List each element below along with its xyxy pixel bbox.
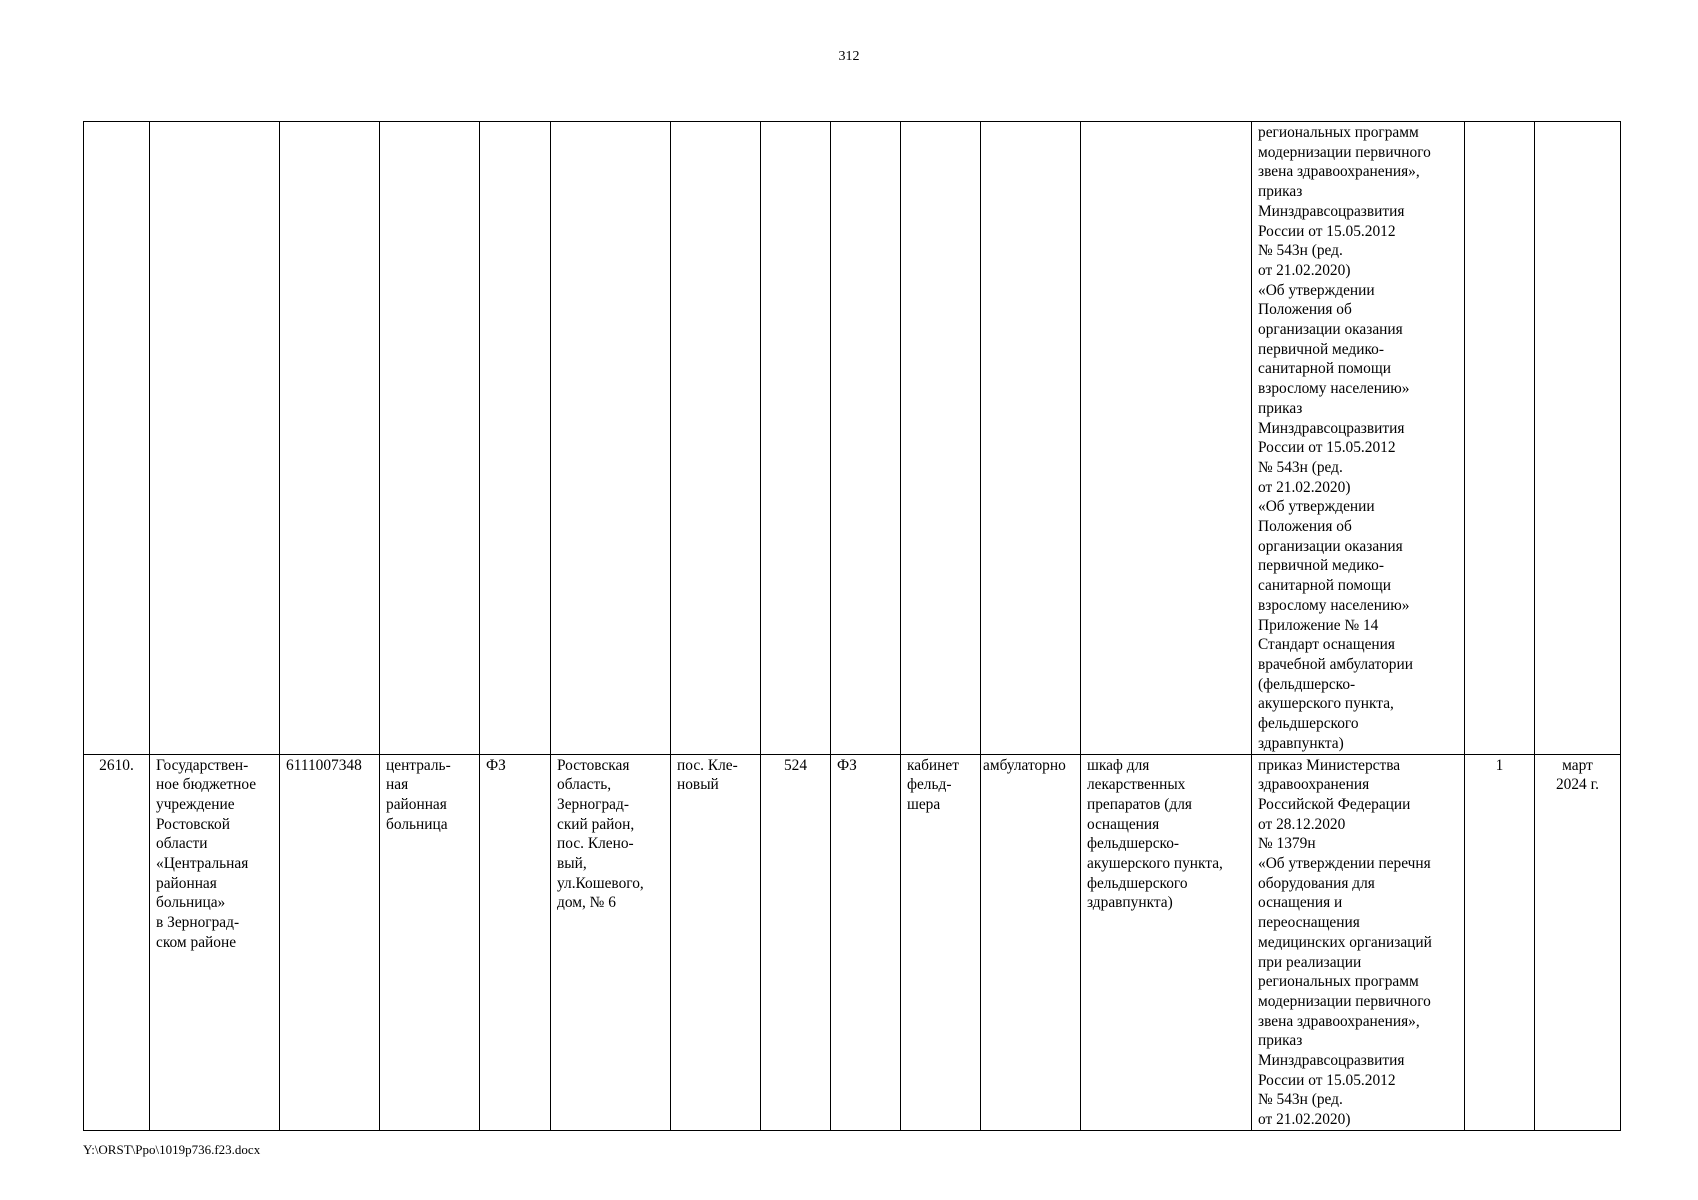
cell-address: Ростовская область, Зерноград- ский район, пос. Клено- вый, ул.Кошевого, дом, № 6 — [551, 754, 671, 1130]
cell-legal-basis: приказ Министерства здравоохранения Российской Федерации от 28.12.2020 № 1379н «Об утверждении перечня оборудования для оснащения и переоснащения медицинских организаций при реализации региональных программ модернизации первичного звена здравоохранения», приказ Минздравсоцразвития России от 15.05.2012 № 543н (ред. от 21.02.2020) — [1252, 754, 1465, 1130]
cell-number: 2610. — [84, 754, 150, 1130]
cell-deadline — [1535, 122, 1621, 755]
cell-number — [84, 122, 150, 755]
table-row-continued — [84, 122, 1621, 755]
cell-legal-basis: региональных программ модернизации первичного звена здравоохранения», приказ Минздравсоцразвития России от 15.05.2012 № 543н (ред. от 21.02.2020) «Об утверждении Положения об организации оказания первичной медико- санитарной помощи взрослому населению» приказ Минздравсоцразвития России от 15.05.2012 № 543н (ред. от 21.02.2020) «Об утверждении Положения об организации оказания первичной медико- санитарной помощи взрослому населению» Приложение № 14 Стандарт оснащения врачебной амбулатории (фельдшерско- акушерского пункта, фельдшерского здравпункта) — [1252, 122, 1465, 755]
cell-equipment — [1081, 122, 1252, 755]
cell-deadline: март 2024 г. — [1535, 754, 1621, 1130]
cell-settlement — [671, 122, 761, 755]
cell-care-form — [981, 122, 1081, 755]
cell-population: 524 — [761, 754, 831, 1130]
cell-organization: Государствен- ное бюджетное учреждение Ростовской области «Центральная районная больница» в Зерноград- ском районе — [150, 754, 280, 1130]
cell-room — [901, 122, 981, 755]
cell-population — [761, 122, 831, 755]
cell-quantity — [1465, 122, 1535, 755]
cell-care-form: амбулаторно — [981, 754, 1081, 1130]
cell-settlement: пос. Кле- новый — [671, 754, 761, 1130]
cell-room: кабинет фельд- шера — [901, 754, 981, 1130]
cell-organization — [150, 122, 280, 755]
table-row-2610 — [84, 754, 1621, 1130]
cell-quantity: 1 — [1465, 754, 1535, 1130]
cell-address — [551, 122, 671, 755]
cell-inn — [280, 122, 380, 755]
cell-org-type: централь- ная районная больница — [380, 754, 480, 1130]
cell-equipment: шкаф для лекарственных препаратов (для оснащения фельдшерско- акушерского пункта, фельдшерского здравпункта) — [1081, 754, 1252, 1130]
cell-unit-type-2 — [831, 122, 901, 755]
footer-file-path: Y:\ORST\Ppo\1019p736.f23.docx — [83, 1142, 261, 1157]
cell-unit-type: ФЗ — [480, 754, 551, 1130]
cell-unit-type — [480, 122, 551, 755]
cell-unit-type-2: ФЗ — [831, 754, 901, 1130]
page-number: 312 — [838, 49, 860, 64]
cell-inn: 6111007348 — [280, 754, 380, 1130]
equipment-table — [83, 121, 1621, 1131]
cell-org-type — [380, 122, 480, 755]
